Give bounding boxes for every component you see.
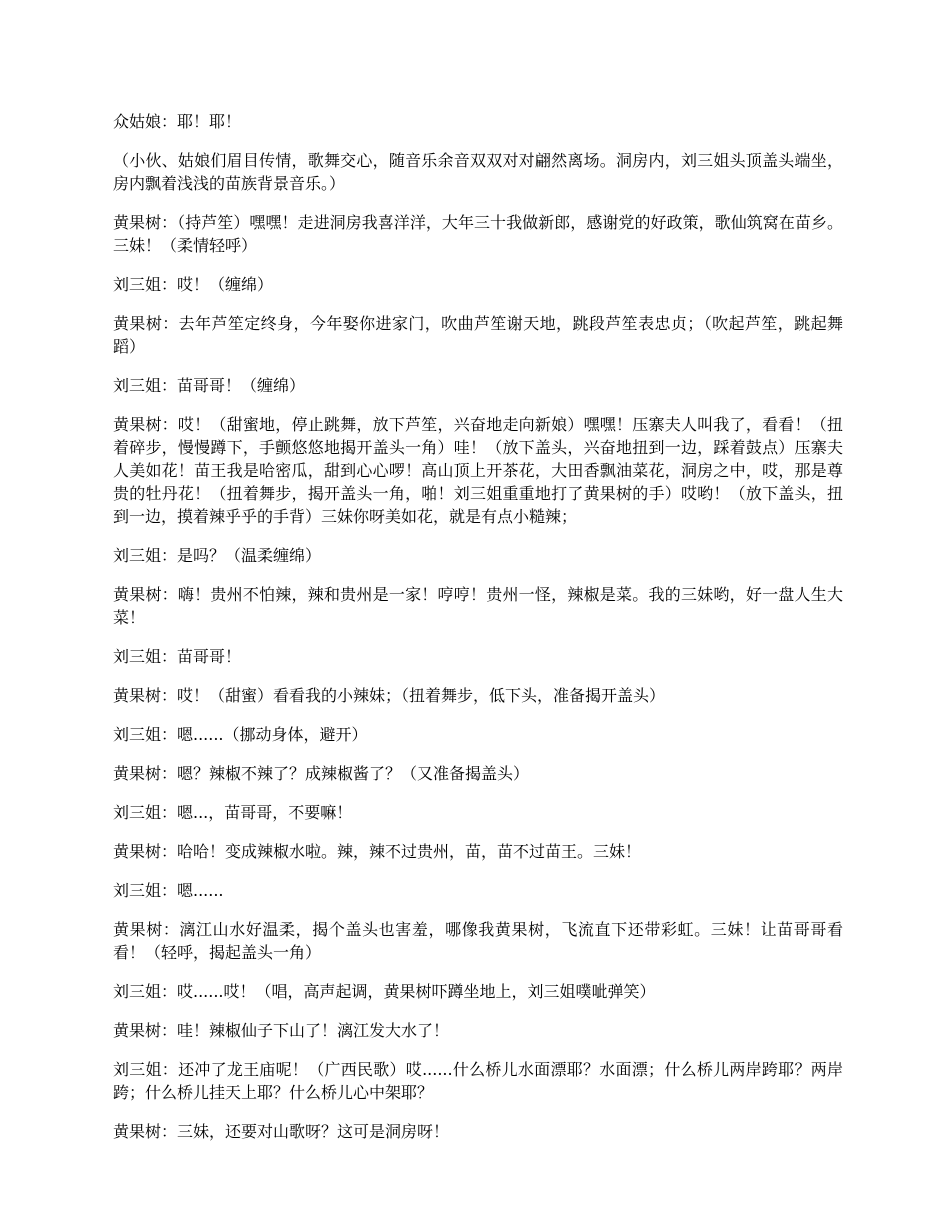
dialogue-line: 黄果树：嗯？辣椒不辣了？成辣椒酱了？（又准备揭盖头） bbox=[113, 764, 530, 783]
dialogue-line: 刘三姐：嗯...... bbox=[113, 881, 224, 900]
dialogue-line: 刘三姐：是吗？（温柔缠绵） bbox=[113, 546, 322, 565]
dialogue-line: 黄果树：嗨！贵州不怕辣，辣和贵州是一家！哼哼！贵州一怪，辣椒是菜。我的三妹哟，好一盘人生大菜！ bbox=[113, 585, 843, 627]
dialogue-line: 黄果树：漓江山水好温柔，揭个盖头也害羞，哪像我黄果树，飞流直下还带彩虹。三妹！让苗哥哥看看！（轻呼，揭起盖头一角） bbox=[113, 920, 843, 962]
script-page bbox=[113, 110, 843, 1159]
dialogue-line: 刘三姐：苗哥哥！ bbox=[113, 647, 242, 666]
dialogue-line: 黄果树：哈哈！变成辣椒水啦。辣，辣不过贵州，苗，苗不过苗王。三妹！ bbox=[113, 842, 642, 861]
dialogue-line: 刘三姐：嗯......（挪动身体，避开） bbox=[113, 725, 368, 744]
stage-direction: （小伙、姑娘们眉目传情，歌舞交心，随音乐余音双双对对翩然离场。洞房内，刘三姐头顶盖头端坐，房内飘着浅浅的苗族背景音乐。） bbox=[113, 151, 843, 193]
dialogue-line: 刘三姐：嗯...，苗哥哥，不要嘛！ bbox=[113, 803, 353, 822]
dialogue-line: 黄果树：哎！（甜蜜）看看我的小辣妹；（扭着舞步，低下头，准备揭开盖头） bbox=[113, 686, 666, 705]
dialogue-line: 刘三姐：哎！（缠绵） bbox=[113, 275, 274, 294]
dialogue-line: 黄果树：哎！（甜蜜地，停止跳舞，放下芦笙，兴奋地走向新娘）嘿嘿！压寨夫人叫我了，看看！（扭着碎步，慢慢蹲下，手颤悠悠地揭开盖头一角）哇！（放下盖头，兴奋地扭到一边，踩着鼓点）压寨夫人美如花！苗王我是哈密瓜，甜到心心啰！高山顶上开茶花，大田香飘油菜花，洞房之中，哎，那是尊贵的牡丹花！（扭着舞步，揭开盖头一角，啪！刘三姐重重地打了黄果树的手）哎哟！（放下盖头，扭到一边，摸着辣乎乎的手背）三妹你呀美如花，就是有点小糙辣； bbox=[113, 415, 843, 526]
dialogue-line: 刘三姐：苗哥哥！（缠绵） bbox=[113, 376, 306, 395]
dialogue-line: 黄果树：（持芦笙）嘿嘿！走进洞房我喜洋洋，大年三十我做新郎，感谢党的好政策，歌仙筑窝在苗乡。三妹！（柔情轻呼） bbox=[113, 213, 843, 255]
dialogue-line: 刘三姐：哎......哎！（唱，高声起调，黄果树吓蹲坐地上，刘三姐噗呲弹笑） bbox=[113, 982, 656, 1001]
dialogue-line: 黄果树：三妹，还要对山歌呀？这可是洞房呀！ bbox=[113, 1122, 450, 1141]
dialogue-line: 刘三姐：还冲了龙王庙呢！（广西民歌）哎......什么桥儿水面漂耶？水面漂；什么桥儿两岸跨耶？两岸跨；什么桥儿挂天上耶？什么桥儿心中架耶？ bbox=[113, 1060, 843, 1102]
dialogue-line: 众姑娘：耶！耶！ bbox=[113, 112, 242, 131]
dialogue-line: 黄果树：去年芦笙定终身，今年娶你进家门，吹曲芦笙谢天地，跳段芦笙表忠贞；（吹起芦笙，跳起舞蹈） bbox=[113, 314, 843, 356]
dialogue-line: 黄果树：哇！辣椒仙子下山了！漓江发大水了！ bbox=[113, 1021, 450, 1040]
